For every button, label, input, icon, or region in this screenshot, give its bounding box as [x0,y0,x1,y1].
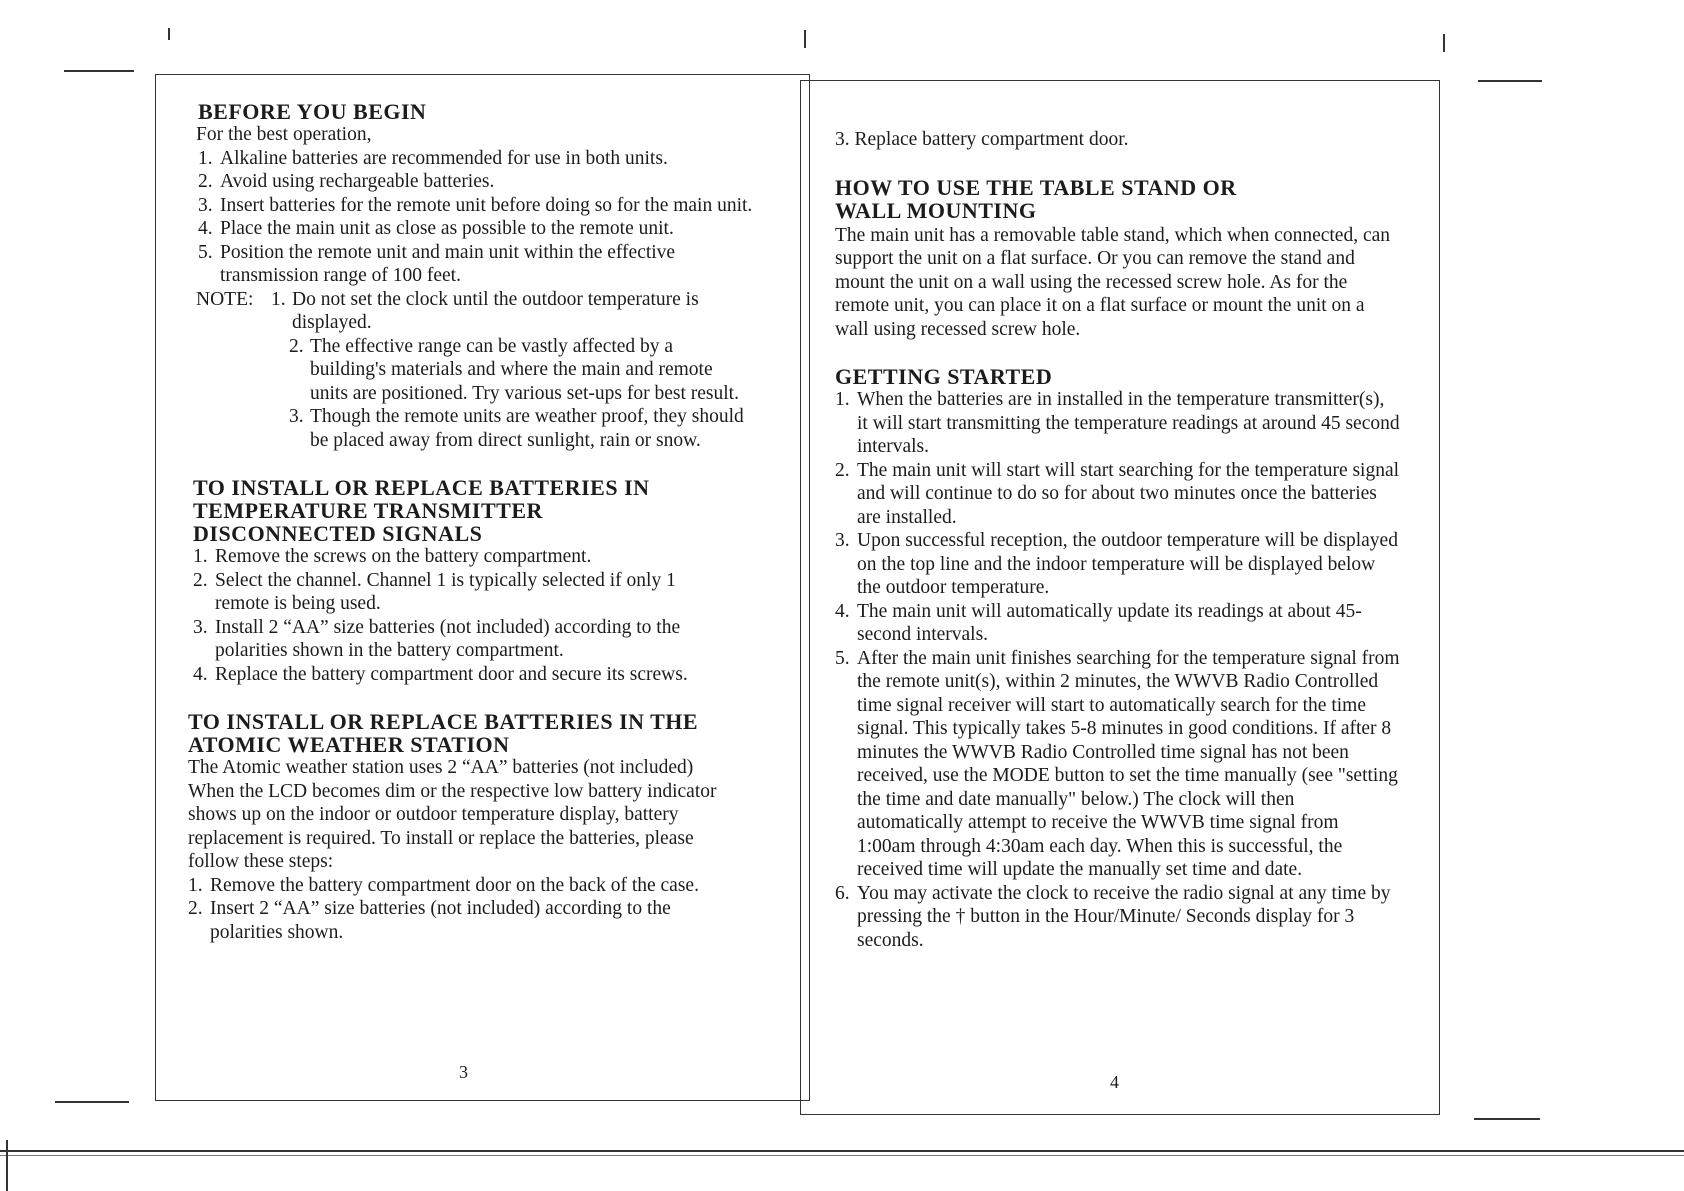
left-page [188,100,778,944]
section-title-install-station: TO INSTALL OR REPLACE BATTERIES IN THE ATOMIC WEATHER STATION [188,709,699,757]
list-item: 4. The main unit will automatically update its readings at about 45-second intervals. [835,600,1362,645]
install-list [193,545,733,686]
list-item: 2. Insert 2 “AA” size batteries (not included) according to the polarities shown. [188,898,671,943]
spacer [188,686,778,710]
bottom-rule-left [55,1101,129,1103]
section-title-install-transmitter: TO INSTALL OR REPLACE BATTERIES IN TEMPERATURE TRANSMITTER DISCONNECTED SIGNALS [193,475,650,546]
note-item: 1. Do not set the clock until the outdoor temperature is displayed. [271,288,699,333]
list-item: 5. After the main unit finishes searching for the temperature signal from the remote unit(s), within 2 minutes, the WWVB Radio Controlled time signal receiver will start to automatically search for the time signal. This typically takes 5-8 minutes in good conditions. If after 8 minutes the WWVB Radio Controlled time signal has not been received, use the MODE button to set the time manually (see "setting the time and date manually" below.) The clock will then automatically attempt to receive the WWVB time signal from 1:00am through 4:30am each day. When this is successful, the received time will update the manually set time and date. [835,647,1400,880]
bottom-edge-line [0,1150,1684,1152]
list-item: 4. Replace the battery compartment door and secure its screws. [193,663,688,685]
top-rule-right [1478,80,1542,82]
note-item: 3. Though the remote units are weather proof, they should be placed away from direct sunlight, rain or snow. [289,406,744,451]
list-item: 6. You may activate the clock to receive the radio signal at any time by pressing the † button in the Hour/Minute/ Seconds display for 3 seconds. [835,882,1391,951]
section-title-table-stand: HOW TO USE THE TABLE STAND OR WALL MOUNTING [835,174,1237,223]
list-item: 3. Insert batteries for the remote unit before doing so for the main unit. [198,194,753,216]
list-item: 4. Place the main unit as close as possible to the remote unit. [198,218,674,239]
list-item: 2. The main unit will start will start searching for the temperature signal and will continue to do so for about two minutes once the batteries are installed. [835,459,1400,528]
list-item: 3. Install 2 “AA” size batteries (not included) according to the polarities shown in the battery compartment. [193,616,681,661]
list-item: 1. Remove the battery compartment door on the back of the case. [188,874,699,896]
note-list [271,288,746,453]
atomic-list [188,874,733,945]
note-item: 2. The effective range can be vastly affected by a building's materials and where the main and remote units are positioned. Try various set-ups for best result. [289,335,739,404]
left-edge-line [6,1140,8,1191]
atomic-body: The Atomic weather station uses 2 “AA” batteries (not included) When the LCD becomes dim or the respective low battery indicator shows up on the indoor or outdoor temperature display, battery replacement is required. To install or replace the batteries, please follow these steps: [188,757,717,872]
list-item: 1. When the batteries are in installed in the temperature transmitter(s), it will start transmitting the temperature readings at around 45 second intervals. [835,389,1400,457]
right-page [835,128,1410,952]
before-intro: For the best operation, [196,124,372,145]
getting-started-list [835,388,1400,952]
page-number-right: 4 [1110,1072,1119,1092]
list-item: 2. Avoid using rechargeable batteries. [198,171,495,192]
list-item: 1. Remove the screws on the battery compartment. [193,546,592,567]
bottom-edge-line-2 [0,1155,1684,1156]
list-item: 3. Upon successful reception, the outdoor temperature will be displayed on the top line and the indoor temperature will be displayed below the outdoor temperature. [835,530,1398,598]
tick-top-left [168,28,170,40]
spacer [188,452,778,476]
stand-body: The main unit has a removable table stand, which when connected, can support the unit on a flat surface. Or you can remove the stand and mount the unit on a wall using the recessed screw hole. As for the remote unit, you can place it on a flat surface or mount the unit on a wall using recessed screw hole. [835,224,1391,340]
tick-top-right [1443,34,1445,52]
tick-top-center [804,30,806,48]
note-label: NOTE: [196,288,254,310]
spacer [835,152,1410,176]
note-block [196,288,778,453]
page-number-left: 3 [459,1062,468,1082]
top-rule-left [64,70,134,72]
bottom-rule-right [1474,1118,1540,1120]
list-item: 2. Select the channel. Channel 1 is typically selected if only 1 remote is being used. [193,569,676,614]
section-title-before-you-begin: BEFORE YOU BEGIN [198,99,427,124]
list-item: 5. Position the remote unit and main unit within the effective transmission range of 100 feet. [198,241,676,286]
step-3: 3. Replace battery compartment door. [835,129,1129,150]
spacer [835,341,1410,365]
section-title-getting-started: GETTING STARTED [835,364,1053,389]
before-list [198,147,778,288]
list-item: 1. Alkaline batteries are recommended for use in both units. [198,147,668,169]
